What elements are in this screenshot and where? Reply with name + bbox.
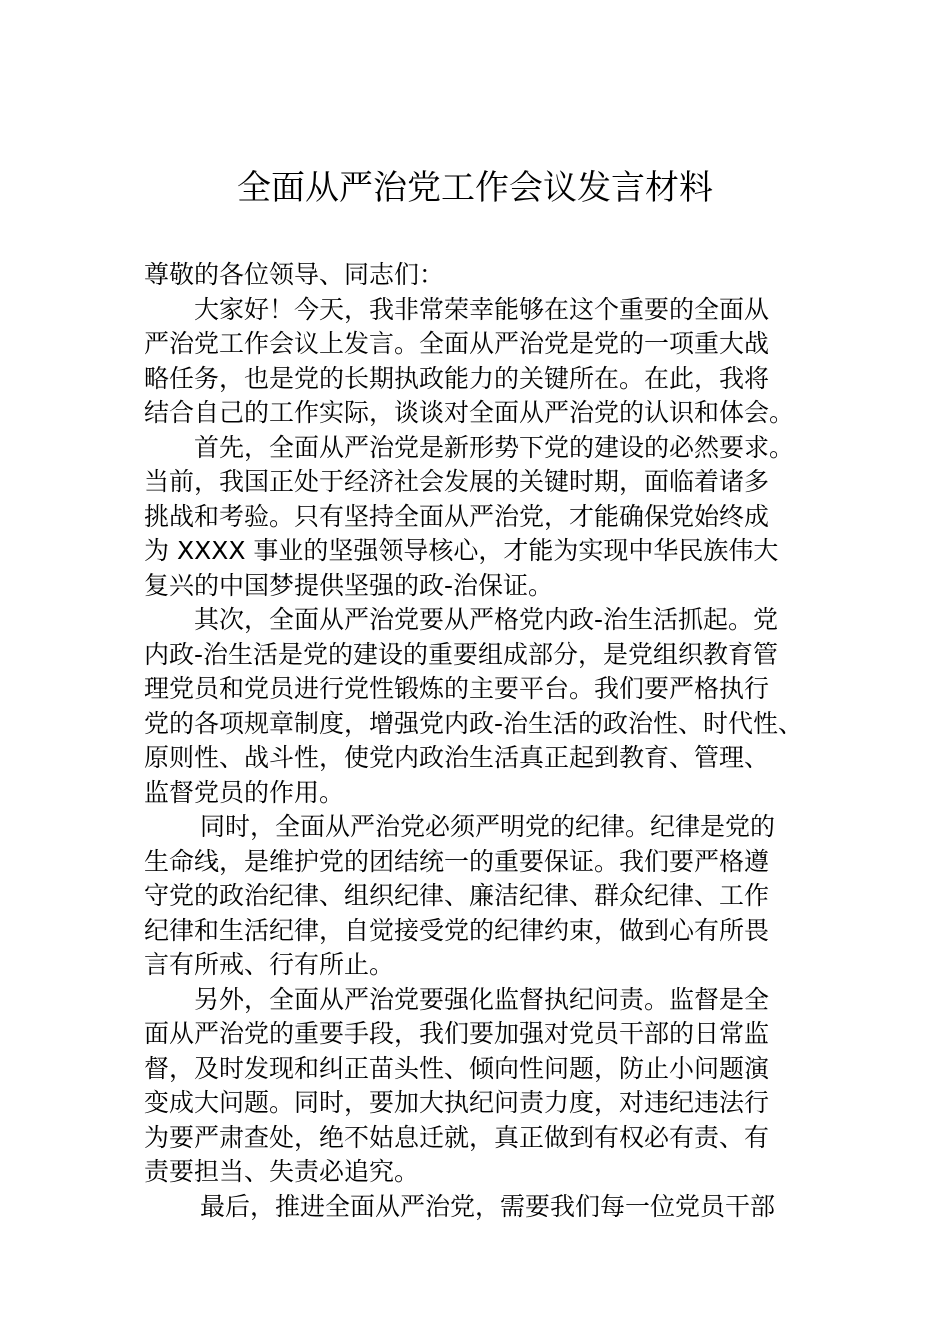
paragraph-line: 守党的政治纪律、组织纪律、廉洁纪律、群众纪律、工作	[144, 881, 770, 910]
paragraph-line: 生命线，是维护党的团结统一的重要保证。我们要严格遵	[144, 846, 770, 876]
paragraph-line: 当前，我国正处于经济社会发展的关键时期，面临着诸多	[144, 467, 770, 496]
document-body	[144, 258, 834, 1224]
paragraph-line: 监督党员的作用。	[144, 777, 345, 807]
salutation-line: 尊敬的各位领导、同志们：	[144, 260, 445, 289]
paragraph-line: 其次，全面从严治党要从严格党内政-治生活抓起。党	[194, 605, 779, 634]
paragraph-line: 变成大问题。同时，要加大执纪问责力度，对违纪违法行	[144, 1088, 770, 1117]
paragraph-line: 另外，全面从严治党要强化监督执纪问责。监督是全	[194, 984, 770, 1014]
paragraph-line: 同时，全面从严治党必须严明党的纪律。纪律是党的	[200, 812, 776, 841]
paragraph-line: 理党员和党员进行党性锻炼的主要平台。我们要严格执行	[144, 674, 770, 703]
paragraph-line: 严治党工作会议上发言。全面从严治党是党的一项重大战	[144, 329, 770, 358]
paragraph-line: 最后，推进全面从严治党，需要我们每一位党员干部	[200, 1191, 776, 1221]
paragraph-line: 纪律和生活纪律，自觉接受党的纪律约束，做到心有所畏	[144, 915, 770, 945]
paragraph-line: 督，及时发现和纠正苗头性、倾向性问题，防止小问题演	[144, 1053, 770, 1083]
paragraph-line: 略任务，也是党的长期执政能力的关键所在。在此，我将	[144, 363, 770, 393]
paragraph-line: 内政-治生活是党的建设的重要组成部分，是党组织教育管	[144, 639, 779, 669]
paragraph-line: 首先，全面从严治党是新形势下党的建设的必然要求。	[194, 432, 795, 462]
paragraph-line: 党的各项规章制度，增强党内政-治生活的政治性、时代性、	[144, 708, 804, 738]
paragraph-line: 复兴的中国梦提供坚强的政-治保证。	[144, 570, 554, 600]
document-title: 全面从严治党工作会议发言材料	[237, 168, 713, 208]
paragraph-line: 原则性、战斗性，使党内政治生活真正起到教育、管理、	[144, 743, 770, 772]
paragraph-line: 言有所戒、行有所止。	[144, 950, 395, 979]
paragraph-line: 为 XXXX 事业的坚强领导核心，才能为实现中华民族伟大	[144, 536, 779, 565]
paragraph-line: 挑战和考验。只有坚持全面从严治党，才能确保党始终成	[144, 501, 770, 531]
paragraph-line: 面从严治党的重要手段，我们要加强对党员干部的日常监	[144, 1019, 770, 1048]
paragraph-line: 为要严肃查处，绝不姑息迁就，真正做到有权必有责、有	[144, 1122, 770, 1152]
paragraph-line: 大家好！今天，我非常荣幸能够在这个重要的全面从	[194, 294, 770, 324]
paragraph-line: 结合自己的工作实际，谈谈对全面从严治党的认识和体会。	[144, 398, 795, 427]
paragraph-line: 责要担当、失责必追究。	[144, 1157, 420, 1186]
